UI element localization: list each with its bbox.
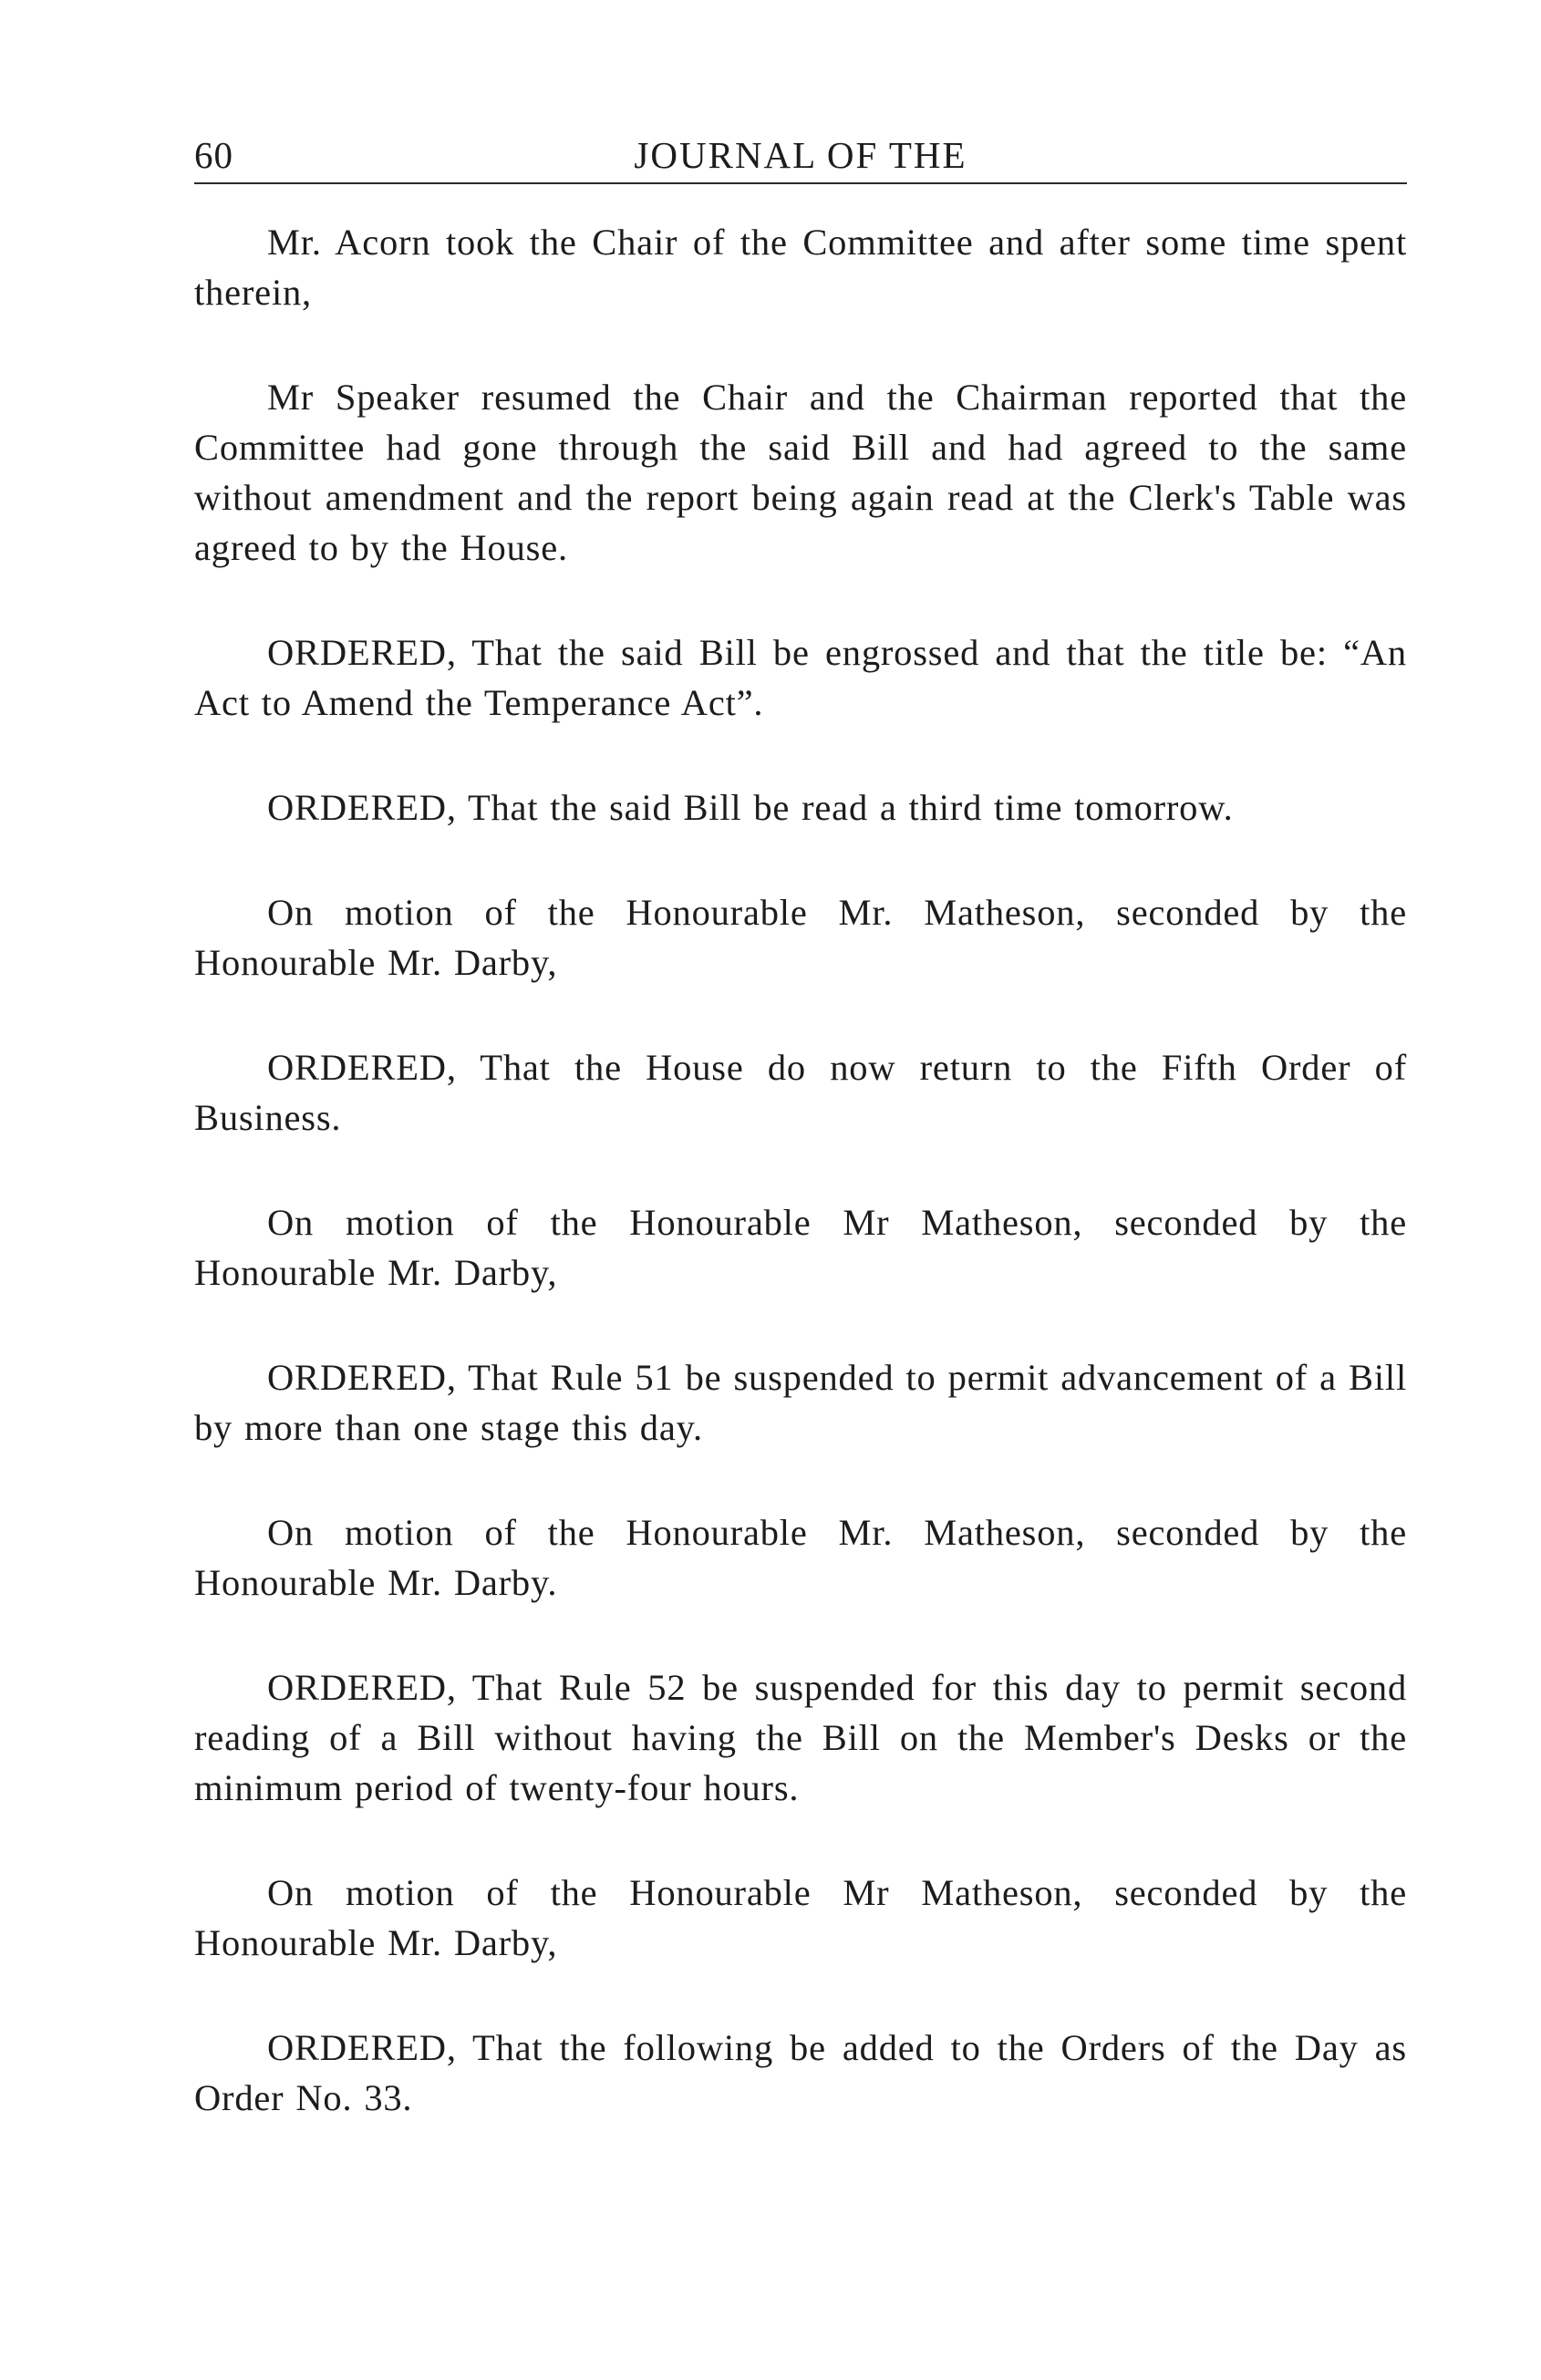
paragraph-order-rule-52: ORDERED, That Rule 52 be suspended for this day to permit second reading of a Bill without having the Bill on the Member's Desks or the minimum period of twenty-four hours. bbox=[194, 1667, 1407, 1808]
paragraph-order-engrossed: ORDERED, That the said Bill be engrossed and that the title be: “An Act to Amend the Temperance Act”. bbox=[194, 632, 1407, 723]
running-header bbox=[194, 128, 1407, 184]
paragraph-motion: On motion of the Honourable Mr. Matheson, seconded by the Honourable Mr. Darby. bbox=[194, 1512, 1407, 1603]
paragraph-order-33: ORDERED, That the following be added to the Orders of the Day as Order No. 33. bbox=[194, 2027, 1407, 2118]
journal-body bbox=[194, 217, 1407, 2123]
paragraph-order-third-reading: ORDERED, That the said Bill be read a third time tomorrow. bbox=[267, 787, 1234, 828]
page-number: 60 bbox=[194, 134, 233, 176]
running-title: JOURNAL OF THE bbox=[634, 134, 967, 176]
paragraph-motion: On motion of the Honourable Mr. Matheson, seconded by the Honourable Mr. Darby, bbox=[194, 892, 1407, 983]
paragraph-speaker-report: Mr Speaker resumed the Chair and the Chairman reported that the Committee had gone through the said Bill and had agreed to the same without amendment and the report being again read at the Clerk's Table was agreed to by the House. bbox=[194, 377, 1407, 568]
paragraph-order-rule-51: ORDERED, That Rule 51 be suspended to permit advancement of a Bill by more than one stage this day. bbox=[194, 1357, 1407, 1448]
paragraph-order-fifth-order: ORDERED, That the House do now return to the Fifth Order of Business. bbox=[194, 1047, 1407, 1138]
journal-page bbox=[194, 128, 1407, 2178]
paragraph-motion: On motion of the Honourable Mr Matheson, seconded by the Honourable Mr. Darby, bbox=[194, 1202, 1407, 1293]
paragraph-motion: On motion of the Honourable Mr Matheson, seconded by the Honourable Mr. Darby, bbox=[194, 1872, 1407, 1963]
paragraph-committee-chair: Mr. Acorn took the Chair of the Committee and after some time spent therein, bbox=[194, 222, 1407, 313]
